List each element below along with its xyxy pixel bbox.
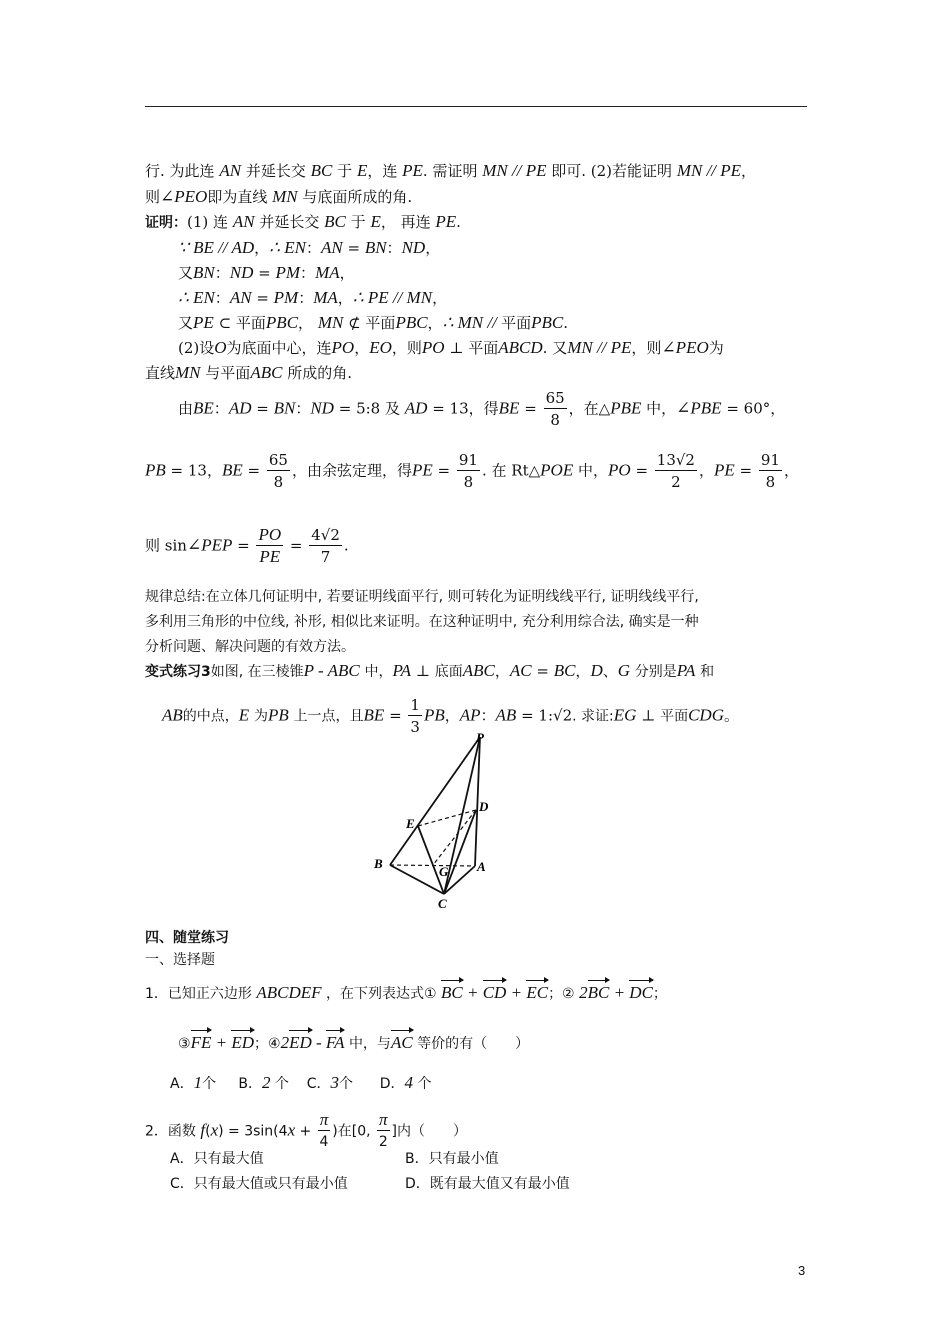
question-2-option-b[interactable]: B．只有最小值 bbox=[405, 1151, 499, 1167]
summary-line-2: 多利用三角形的中位线, 补形, 相似比来证明。在这种证明中, 充分利用综合法, 确实是一种 bbox=[145, 614, 699, 630]
text-line-2: 则∠PEO即为直线 MN 与底面所成的角. bbox=[145, 187, 413, 206]
page-number: 3 bbox=[798, 1263, 806, 1278]
option-a[interactable]: A．1个 bbox=[170, 1073, 217, 1092]
text-line-1: 行. 为此连 AN 并延长交 BC 于 E，连 PE. 需证明 MN // PE 即可. (2)若能证明 MN // PE， bbox=[145, 161, 757, 180]
question-2-option-a[interactable]: A．只有最大值 bbox=[170, 1151, 264, 1167]
label-P: P bbox=[476, 730, 484, 745]
option-b[interactable]: B．2 个 bbox=[238, 1073, 289, 1092]
edge-PB bbox=[390, 737, 480, 865]
pyramid-figure bbox=[370, 730, 510, 910]
section-heading: 四、随堂练习 bbox=[145, 930, 229, 946]
question-1-line-1: 1．已知正六边形 ABCDEF ，在下列表达式① BC + CD + EC；② 2BC + DC； bbox=[145, 980, 667, 1005]
edge-DG bbox=[433, 810, 476, 865]
question-2-option-c[interactable]: C．只有最大值或只有最小值 bbox=[170, 1176, 348, 1192]
section-subheading: 一、选择题 bbox=[145, 952, 215, 968]
label-C: C bbox=[438, 896, 447, 910]
proof-line-2: ∵ BE // AD，∴ EN：AN = BN：ND， bbox=[178, 238, 441, 257]
proof-line-10: 则 sin∠PEP = $\frac{PO}{PE}$ = $\frac{4√2}{7}$ . bbox=[145, 525, 349, 566]
label-E: E bbox=[406, 816, 415, 831]
proof-line-8: 由BE：AD = BN：ND = 5:8 及 AD = 13，得BE = $\frac{65}{8}$ ，在△PBE 中，∠PBE = 60°， bbox=[178, 389, 786, 429]
proof-line-9: PB = 13，BE = $\frac{65}{8}$ ，由余弦定理，得PE = $\frac{91}{8}$ . 在 Rt△POE 中，PO = $\frac{13√2}{2}$ ，PE = $\frac{91}{8}$ ， bbox=[145, 451, 799, 491]
variant-line-2: AB的中点，E 为PB 上一点，且BE = $\frac{1}{3}$ PB，AP：AB = 1:√2. 求证:EG ⊥ 平面CDG。 bbox=[162, 696, 740, 736]
question-1-line-2: ③FE + ED；④2ED - FA 中，与AC 等价的有（ ） bbox=[178, 1030, 529, 1055]
proof-line-7: 直线MN 与平面ABC 所成的角. bbox=[145, 363, 352, 382]
question-2-option-d[interactable]: D．既有最大值又有最小值 bbox=[405, 1176, 570, 1192]
proof-line-3: 又BN：ND = PM：MA， bbox=[178, 263, 355, 282]
variant-line-1: 变式练习3如图, 在三棱锥P - ABC 中，PA ⊥ 底面ABC，AC = BC，D、G 分别是PA 和 bbox=[145, 661, 715, 680]
label-A: A bbox=[477, 859, 486, 874]
label-B: B bbox=[374, 856, 383, 871]
option-c[interactable]: C．3个 bbox=[306, 1073, 353, 1092]
summary-line-3: 分析问题、解决问题的有效方法。 bbox=[145, 639, 355, 655]
proof-line-6: (2)设O为底面中心，连PO，EO，则PO ⊥ 平面ABCD. 又MN // PE，则∠PEO为 bbox=[178, 338, 724, 357]
proof-line-1: 证明：(1) 连 AN 并延长交 BC 于 E， 再连 PE. bbox=[145, 212, 461, 231]
question-1-options bbox=[170, 1072, 431, 1095]
proof-line-4: ∴ EN：AN = PM：MA，∴ PE // MN， bbox=[178, 288, 448, 307]
option-d[interactable]: D．4 个 bbox=[379, 1073, 432, 1092]
header-rule bbox=[145, 106, 807, 107]
question-2-line: 2．函数 f(x) = 3sin(4x + $\frac{\pi}{4}$ )在[0, $\frac{\pi}{2}$ ]内（ ） bbox=[145, 1110, 468, 1150]
label-G: G bbox=[439, 864, 449, 879]
proof-line-5: 又PE ⊂ 平面PBC， MN ⊄ 平面PBC，∴ MN // 平面PBC. bbox=[178, 313, 568, 332]
edge-BA bbox=[390, 865, 475, 866]
edge-BC bbox=[390, 865, 444, 894]
summary-line-1: 规律总结:在立体几何证明中, 若要证明线面平行, 则可转化为证明线线平行, 证明线线平行, bbox=[145, 589, 699, 605]
label-D: D bbox=[479, 799, 489, 814]
